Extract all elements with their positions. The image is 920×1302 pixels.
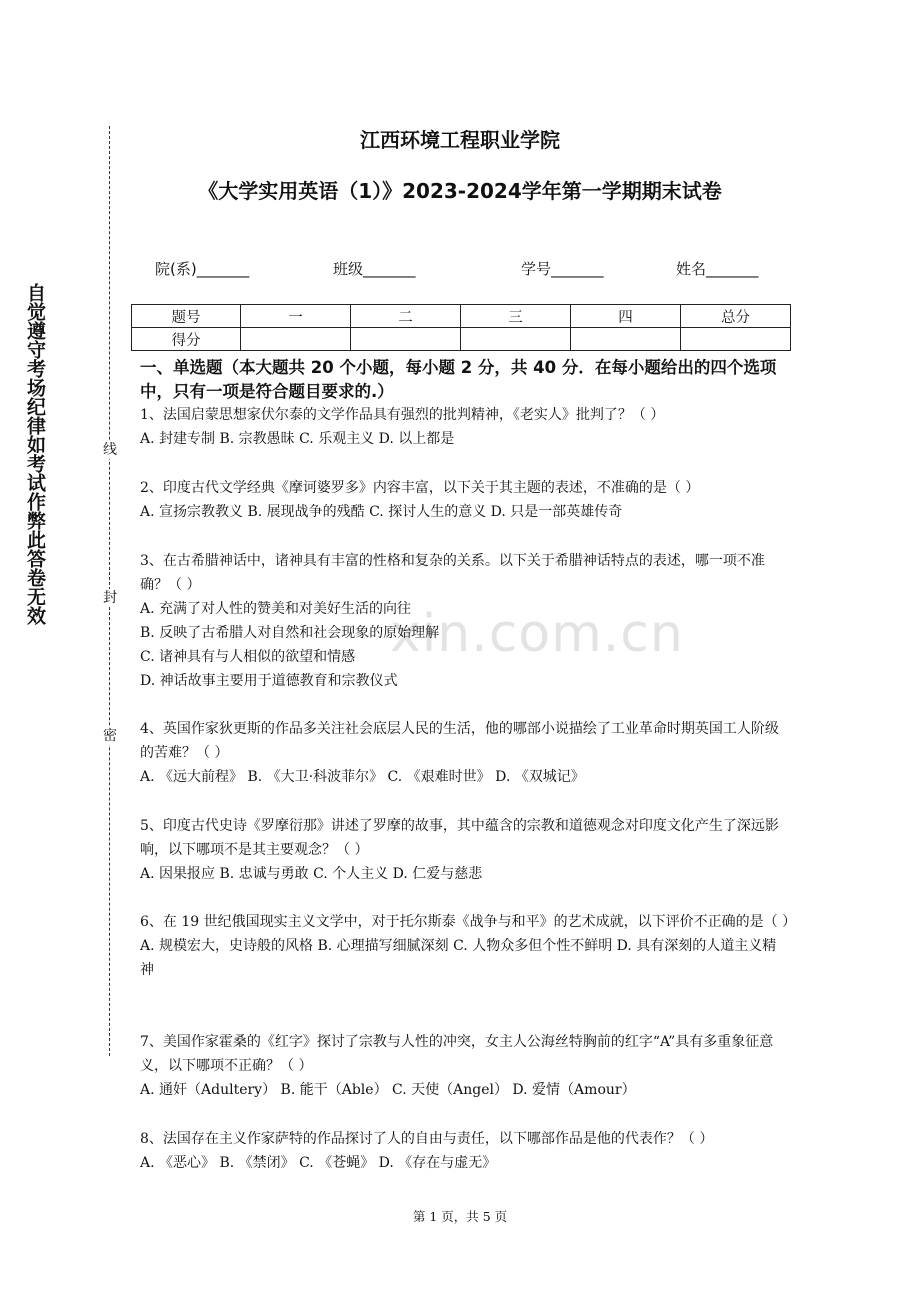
question-stem: 3、在古希腊神话中，诸神具有丰富的性格和复杂的关系。以下关于希腊神话特点的表述，哪一项不准确？（ ） xyxy=(140,553,765,593)
score-table-header-row xyxy=(132,305,791,328)
watermark: xin.com.cn xyxy=(390,604,684,664)
score-table-header-cell: 三 xyxy=(461,305,571,328)
score-table-header-cell: 四 xyxy=(571,305,681,328)
score-table-header-cell: 题号 xyxy=(132,305,241,328)
exam-title: 《大学实用英语（1）》2023-2024学年第一学期期末试卷 xyxy=(198,179,722,203)
question-stem: 5、印度古代史诗《罗摩衍那》讲述了罗摩的故事，其中蕴含的宗教和道德观念对印度文化产生了深远影响，以下哪项不是其主要观念？（ ） xyxy=(140,818,779,858)
class-field[interactable]: 班级_______ xyxy=(333,260,416,278)
score-cell[interactable] xyxy=(571,328,681,351)
question-stem: 1、法国启蒙思想家伏尔泰的文学作品具有强烈的批判精神，《老实人》批判了？（ ） xyxy=(140,407,665,423)
question-option: B. 反映了古希腊人对自然和社会现象的原始理解 xyxy=(140,625,440,641)
question-3 xyxy=(140,549,790,693)
score-table-score-row xyxy=(132,328,791,351)
score-table-header-cell: 总分 xyxy=(681,305,791,328)
question-stem: 6、在 19 世纪俄国现实主义文学中，对于托尔斯泰《战争与和平》的艺术成就，以下评价不正确的是（ ） xyxy=(140,914,797,930)
student-id-field[interactable]: 学号_______ xyxy=(521,260,604,278)
question-stem: 4、英国作家狄更斯的作品多关注社会底层人民的生活，他的哪部小说描绘了工业革命时期英国工人阶级的苦难？（ ） xyxy=(140,721,779,761)
name-field[interactable]: 姓名_______ xyxy=(676,260,759,278)
question-options: A. 通奸（Adultery） B. 能干（Able） C. 天使（Angel） D. 爱情（Amour） xyxy=(140,1082,636,1098)
question-5 xyxy=(140,814,790,886)
score-label: 得分 xyxy=(132,328,241,351)
score-cell[interactable] xyxy=(461,328,571,351)
question-options: A. 因果报应 B. 忠诚与勇敢 C. 个人主义 D. 仁爱与慈悲 xyxy=(140,866,483,882)
question-stem: 2、印度古代文学经典《摩诃婆罗多》内容丰富，以下关于其主题的表述，不准确的是（ ） xyxy=(140,480,700,496)
question-4 xyxy=(140,717,790,789)
question-options: A. 宣扬宗教教义 B. 展现战争的残酷 C. 探讨人生的意义 D. 只是一部英雄传奇 xyxy=(140,504,623,520)
exam-discipline-notice: 自觉遵守考场纪律如考试作弊此答卷无效 xyxy=(24,283,46,625)
question-stem: 7、美国作家霍桑的《红字》探讨了宗教与人性的冲突，女主人公海丝特胸前的红字“A”具有多重象征意义，以下哪项不正确？（ ） xyxy=(140,1034,774,1074)
question-option: C. 诸神具有与人相似的欲望和情感 xyxy=(140,649,356,665)
seal-line-label-xian: 线 xyxy=(103,442,117,458)
seal-line-label-mi: 密 xyxy=(103,728,117,744)
question-options: A. 《恶心》 B. 《禁闭》 C. 《苍蝇》 D. 《存在与虚无》 xyxy=(140,1155,497,1171)
score-cell[interactable] xyxy=(681,328,791,351)
score-cell[interactable] xyxy=(351,328,461,351)
department-field[interactable]: 院(系)_______ xyxy=(155,260,250,278)
section-heading: 一、单选题（本大题共 20 个小题，每小题 2 分，共 40 分．在每小题给出的四个选项中，只有一项是符合题目要求的.） xyxy=(140,358,777,401)
question-7 xyxy=(140,1030,790,1102)
score-table-header-cell: 二 xyxy=(351,305,461,328)
question-1 xyxy=(140,403,790,451)
seal-line-label-feng: 封 xyxy=(103,590,117,606)
question-stem: 8、法国存在主义作家萨特的作品探讨了人的自由与责任，以下哪部作品是他的代表作？（ ） xyxy=(140,1131,714,1147)
question-options: A. 规模宏大，史诗般的风格 B. 心理描写细腻深刻 C. 人物众多但个性不鲜明 D. 具有深刻的人道主义精神 xyxy=(140,938,777,978)
school-name: 江西环境工程职业学院 xyxy=(360,128,560,152)
question-options: A. 封建专制 B. 宗教愚昧 C. 乐观主义 D. 以上都是 xyxy=(140,431,455,447)
score-cell[interactable] xyxy=(241,328,351,351)
question-options: A. 《远大前程》 B. 《大卫·科波菲尔》 C. 《艰难时世》 D. 《双城记》 xyxy=(140,769,585,785)
page-footer: 第 1 页，共 5 页 xyxy=(412,1209,508,1224)
question-option: A. 充满了对人性的赞美和对美好生活的向往 xyxy=(140,601,412,617)
score-table xyxy=(131,304,791,351)
score-table-header-cell: 一 xyxy=(241,305,351,328)
question-2 xyxy=(140,476,790,524)
question-option: D. 神话故事主要用于道德教育和宗教仪式 xyxy=(140,673,398,689)
question-6 xyxy=(140,910,797,982)
question-8 xyxy=(140,1127,790,1175)
